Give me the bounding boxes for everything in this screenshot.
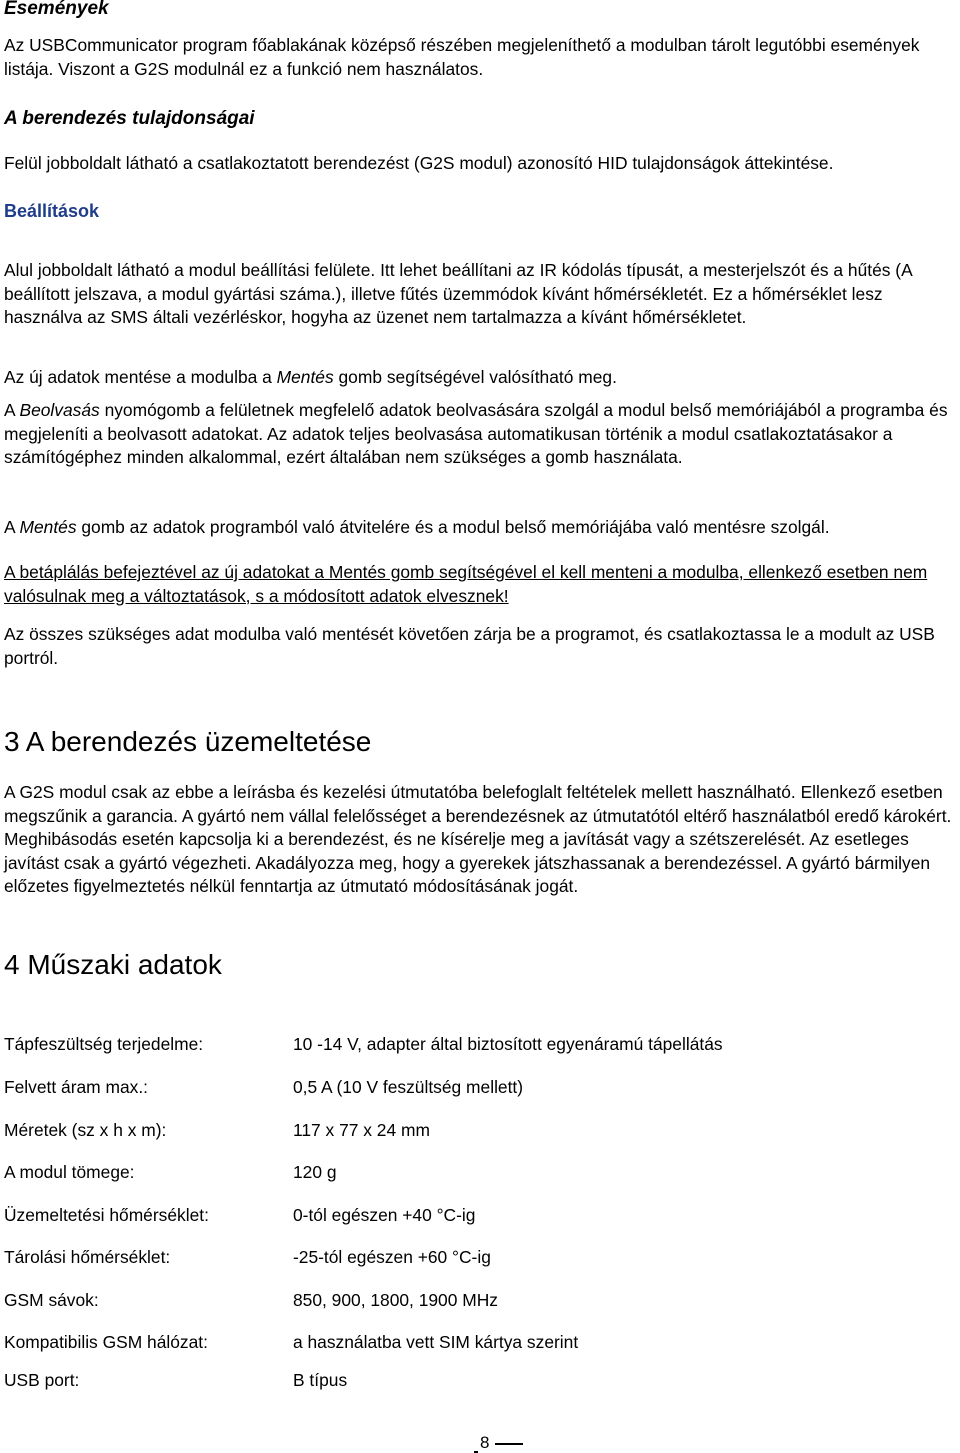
paragraph-mentes: Az új adatok mentése a modulba a Mentés gomb segítségével valósítható meg. bbox=[4, 367, 617, 387]
term-beolvasas: Beolvasás bbox=[19, 400, 100, 420]
paragraph-mentes-gomb: A Mentés gomb az adatok programból való átvitelére és a modul belső memóriájába való mentésre szolgál. bbox=[4, 517, 830, 537]
heading-muszaki-adatok: 4 Műszaki adatok bbox=[4, 949, 222, 980]
spec-value: 0-tól egészen +40 °C-ig bbox=[293, 1205, 476, 1225]
page-number: 8 bbox=[480, 1433, 490, 1452]
heading-esemenyek: Események bbox=[4, 0, 109, 19]
spec-label: Tápfeszültség terjedelme: bbox=[4, 1034, 204, 1054]
spec-value: 10 -14 V, adapter által biztosított egyenáramú tápellátás bbox=[293, 1034, 723, 1054]
spec-label: GSM sávok: bbox=[4, 1290, 99, 1310]
spec-label: Üzemeltetési hőmérséklet: bbox=[4, 1205, 209, 1225]
spec-value: -25-tól egészen +60 °C-ig bbox=[293, 1247, 491, 1267]
spec-value: 117 x 77 x 24 mm bbox=[293, 1120, 430, 1140]
spec-value: 0,5 A (10 V feszültség mellett) bbox=[293, 1077, 524, 1097]
spec-label: A modul tömege: bbox=[4, 1162, 135, 1182]
page-footer bbox=[474, 1433, 523, 1453]
paragraph-beolvasas: A Beolvasás nyomógomb a felületnek megfelelő adatok beolvasására szolgál a modul belső memóriájából a programba és megjeleníti a beolvasott adatokat. Az adatok teljes beolvasása automatikusan történik a modul csatlakoztatásakor a számítógéphez minden alkalommal, ezért általában nem szükséges a gomb használata. bbox=[4, 400, 948, 467]
paragraph-beallitasi-felulet: Alul jobboldalt látható a modul beállítási felülete. Itt lehet beállítani az IR kódolás típusát, a mesterjelszót és a hűtés (A beállított jelszava, a modul gyártási száma.), illetve fűtés üzemmódok kívánt hőmérsékletét. Ez a hőmérséklet lesz használva az SMS általi vezérléskor, hogyha az üzenet nem tartalmazza a kívánt hőmérsékletet. bbox=[4, 260, 912, 327]
spec-value: B típus bbox=[293, 1370, 348, 1390]
text-uzemeltetes: A G2S modul csak az ebbe a leírásba és kezelési útmutatóba belefoglalt feltételek mellett használható. Ellenkező esetben megszűnik a garancia. A gyártó nem vállal felelősséget a berendezésnek az útmutatótól eltérő használatból eredő károkért. Meghibásodás esetén kapcsolja ki a berendezést, és ne kísérelje meg a javítását vagy a szétszerelését. Az esetleges javítást csak a gyártó végezheti. Akadályozza meg, hogy a gyerekek játszhassanak a berendezéssel. A gyártó bármilyen előzetes figyelmeztetés nélkül fenntartja az útmutató módosításának jogát. bbox=[4, 782, 952, 896]
spec-value: a használatba vett SIM kártya szerint bbox=[293, 1332, 579, 1352]
heading-beallitasok: Beállítások bbox=[4, 201, 100, 221]
spec-value: 850, 900, 1800, 1900 MHz bbox=[293, 1290, 498, 1310]
spec-value: 120 g bbox=[293, 1162, 337, 1182]
heading-tulajdonsagok: A berendezés tulajdonságai bbox=[4, 108, 255, 129]
text-tulajdonsagok: Felül jobboldalt látható a csatlakoztatott berendezést (G2S modul) azonosító HID tulajdonságok áttekintése. bbox=[4, 153, 834, 173]
spec-label: Kompatibilis GSM hálózat: bbox=[4, 1332, 208, 1352]
spec-label: Felvett áram max.: bbox=[4, 1077, 148, 1097]
paragraph-lecsatlakoztatas: Az összes szükséges adat modulba való mentését követően zárja be a programot, és csatlakoztassa le a modult az USB portról. bbox=[4, 624, 935, 668]
text-esemenyek: Az USBCommunicator program főablakának középső részében megjeleníthető a modulban tárolt legutóbbi események listája. Viszont a G2S modulnál ez a funkció nem használatos. bbox=[4, 35, 920, 79]
spec-label: Tárolási hőmérséklet: bbox=[4, 1247, 171, 1267]
spec-label: USB port: bbox=[4, 1370, 80, 1390]
footer-dash bbox=[495, 1443, 523, 1445]
warning-text: A betáplálás befejeztével az új adatokat a Mentés gomb segítségével el kell menteni a modulba, ellenkező esetben nem valósulnak meg a változtatások, s a módosított adatok elvesznek! bbox=[4, 562, 928, 606]
term-mentes: Mentés bbox=[276, 367, 334, 387]
heading-uzemeltetes: 3 A berendezés üzemeltetése bbox=[4, 726, 372, 757]
term-mentes-2: Mentés bbox=[19, 517, 77, 537]
spec-label: Méretek (sz x h x m): bbox=[4, 1120, 167, 1140]
